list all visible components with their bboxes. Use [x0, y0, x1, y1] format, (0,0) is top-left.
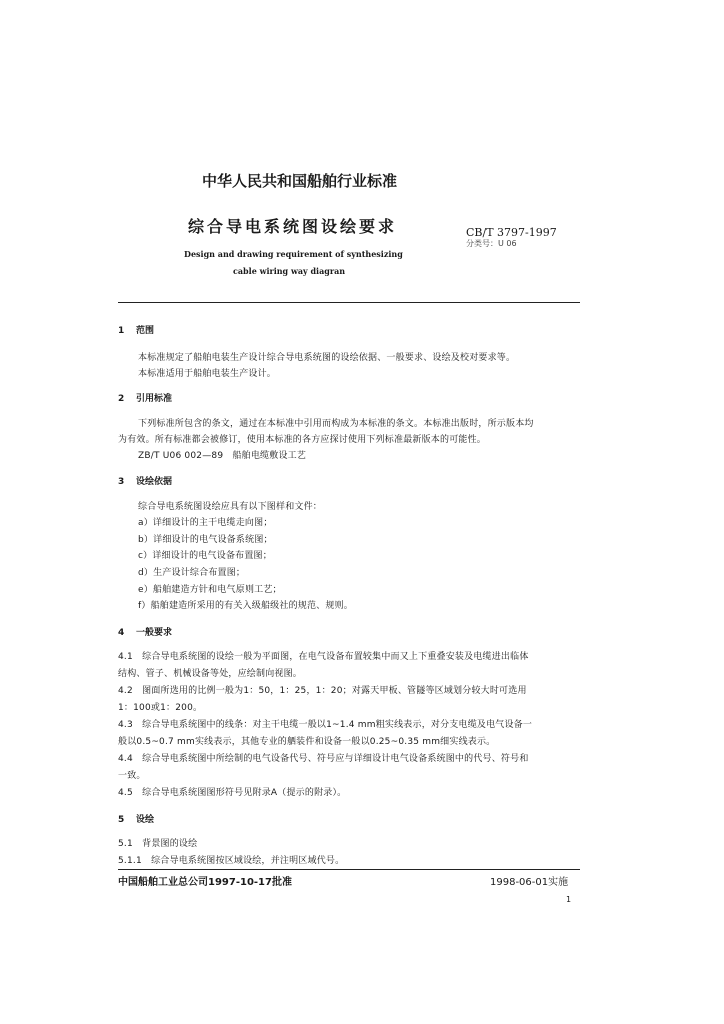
- list-item: a）详细设计的主干电缆走向图；: [138, 518, 273, 528]
- list-item: d）生产设计综合布置图；: [138, 568, 246, 578]
- industry-standard-heading: 中华人民共和国船舶行业标准: [202, 172, 398, 190]
- clause-4-2: 4.2 图面所选用的比例一般为1：50，1：25，1：20；对露天甲板、管隧等区域划分较大时可选用: [118, 686, 527, 696]
- section-number: 3: [118, 477, 125, 487]
- section-4-heading: [118, 625, 172, 638]
- header-divider: [118, 302, 580, 303]
- effective-date: 1998-06-01实施: [490, 877, 569, 888]
- document-title-en-line1: Design and drawing requirement of synthesizing: [184, 249, 403, 259]
- section-title: 范围: [136, 326, 155, 336]
- clause-4-5: 4.5 综合导电系统图图形符号见附录A（提示的附录）。: [118, 788, 347, 798]
- paragraph: 本标准规定了船舶电装生产设计综合导电系统图的设绘依据、一般要求、设绘及校对要求等。: [138, 353, 516, 363]
- list-item: b）详细设计的电气设备系统图；: [138, 535, 273, 545]
- list-item: c）详细设计的电气设备布置图；: [138, 551, 272, 561]
- clause-4-1: 4.1 综合导电系统图的设绘一般为平面图，在电气设备布置较集中而又上下重叠安装及电缆进出临体: [118, 652, 529, 662]
- approval-statement: 中国船舶工业总公司1997-10-17批准: [118, 877, 292, 888]
- standard-number: CB/T 3797-1997: [466, 226, 557, 239]
- section-1-heading: [118, 323, 154, 336]
- paragraph: 综合导电系统图设绘应具有以下图样和文件：: [138, 502, 323, 512]
- section-2-heading: [118, 391, 172, 404]
- paragraph: 下列标准所包含的条文，通过在本标准中引用而构成为本标准的条文。本标准出版时，所示版本均: [138, 419, 534, 429]
- clause-4-3: 4.3 综合导电系统图中的线条：对主干电缆一般以1~1.4 mm粗实线表示，对分支电缆及电气设备一: [118, 720, 533, 730]
- footer-divider: [118, 869, 580, 870]
- section-5-heading: [118, 812, 154, 825]
- clause-4-2-cont: 1：100或1：200。: [118, 703, 203, 713]
- section-title: 引用标准: [136, 394, 173, 404]
- list-item: e）船舶建造方针和电气原则工艺；: [138, 585, 282, 595]
- page-number: 1: [566, 895, 572, 904]
- document-title-cn: 综合导电系统图设绘要求: [188, 217, 398, 236]
- section-number: 5: [118, 815, 125, 825]
- classification-number: 分类号：U 06: [466, 239, 517, 248]
- paragraph: 本标准适用于船舶电装生产设计。: [138, 369, 277, 379]
- document-title-en-line2: cable wiring way diagran: [233, 266, 346, 276]
- section-number: 1: [118, 326, 125, 336]
- list-item: f）船舶建造所采用的有关入级船级社的规范、规则。: [138, 601, 353, 611]
- section-number: 2: [118, 394, 125, 404]
- section-title: 设绘: [136, 815, 155, 825]
- clause-4-4-cont: 一致。: [118, 771, 146, 781]
- clause-4-3-cont: 般以0.5~0.7 mm实线表示，其他专业的舾装件和设备一般以0.25~0.35 mm细实线表示。: [118, 737, 496, 747]
- clause-4-1-cont: 结构、管子、机械设备等处，应绘制向视图。: [118, 669, 303, 679]
- paragraph: 为有效。所有标准都会被修订，使用本标准的各方应探讨使用下列标准最新版本的可能性。: [118, 435, 487, 445]
- clause-5-1-1: 5.1.1 综合导电系统图按区域设绘，并注明区域代号。: [118, 856, 345, 866]
- section-3-heading: [118, 474, 172, 487]
- section-title: 设绘依据: [136, 477, 173, 487]
- section-title: 一般要求: [136, 628, 173, 638]
- section-number: 4: [118, 628, 125, 638]
- referenced-standard: ZB/T U06 002—89 船舶电缆敷设工艺: [138, 451, 307, 461]
- clause-5-1: 5.1 背景图的设绘: [118, 839, 198, 849]
- clause-4-4: 4.4 综合导电系统图中所绘制的电气设备代号、符号应与详细设计电气设备系统图中的代号、符号和: [118, 754, 529, 764]
